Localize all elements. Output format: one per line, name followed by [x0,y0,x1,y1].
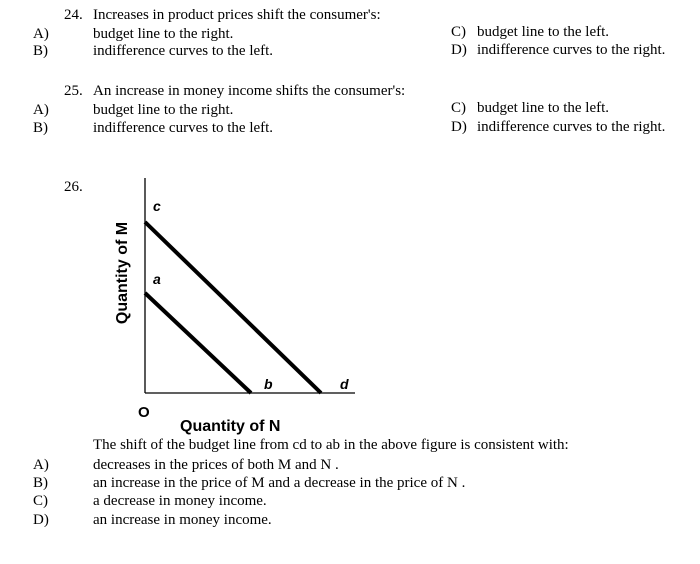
q24-stem: Increases in product prices shift the consumer's: [93,7,381,23]
q26-option-c-letter: C) [33,493,48,509]
q24-option-a-text: budget line to the right. [93,26,234,42]
q25-option-b-letter: B) [33,120,48,136]
q26-option-a-text: decreases in the prices of both M and N . [93,457,339,473]
y-axis-label: Quantity of M [114,221,131,325]
q25-option-d-text: indifference curves to the right. [477,119,666,135]
x-axis-label: Quantity of N [180,418,281,435]
q24-option-b-text: indifference curves to the left. [93,43,274,59]
q26-option-b-letter: B) [33,475,48,491]
q24-number: 24. [64,7,83,23]
q24-option-b-letter: B) [33,43,48,59]
q25-number: 25. [64,83,83,99]
q26-option-b-text: an increase in the price of M and a decrease in the price of N . [93,475,466,491]
q26-option-c-text: a decrease in money income. [93,493,267,509]
q24-option-c-text: budget line to the left. [477,24,610,40]
point-label-d: d [340,376,349,392]
q24-option-c-letter: C) [451,24,466,40]
q24-option-a-letter: A) [33,26,49,42]
point-label-c: c [153,198,161,214]
q24-option-d-text: indifference curves to the right. [477,42,666,58]
q26-option-d-letter: D) [33,512,49,528]
q25-option-b-text: indifference curves to the left. [93,120,274,136]
point-label-b: b [264,376,273,392]
q25-option-d-letter: D) [451,119,467,135]
q26-number: 26. [64,179,83,195]
q24-option-d-letter: D) [451,42,467,58]
q26-option-d-text: an increase in money income. [93,512,272,528]
q25-option-a-letter: A) [33,102,49,118]
q25-option-a-text: budget line to the right. [93,102,234,118]
q25-stem: An increase in money income shifts the consumer's: [93,83,406,99]
q26-option-a-letter: A) [33,457,49,473]
point-label-a: a [153,271,161,287]
q26-stem: The shift of the budget line from cd to ab in the above figure is consistent with: [93,437,569,453]
budget-line-cd [145,222,321,393]
origin-label: O [138,404,150,421]
q25-option-c-letter: C) [451,100,466,116]
q25-option-c-text: budget line to the left. [477,100,610,116]
